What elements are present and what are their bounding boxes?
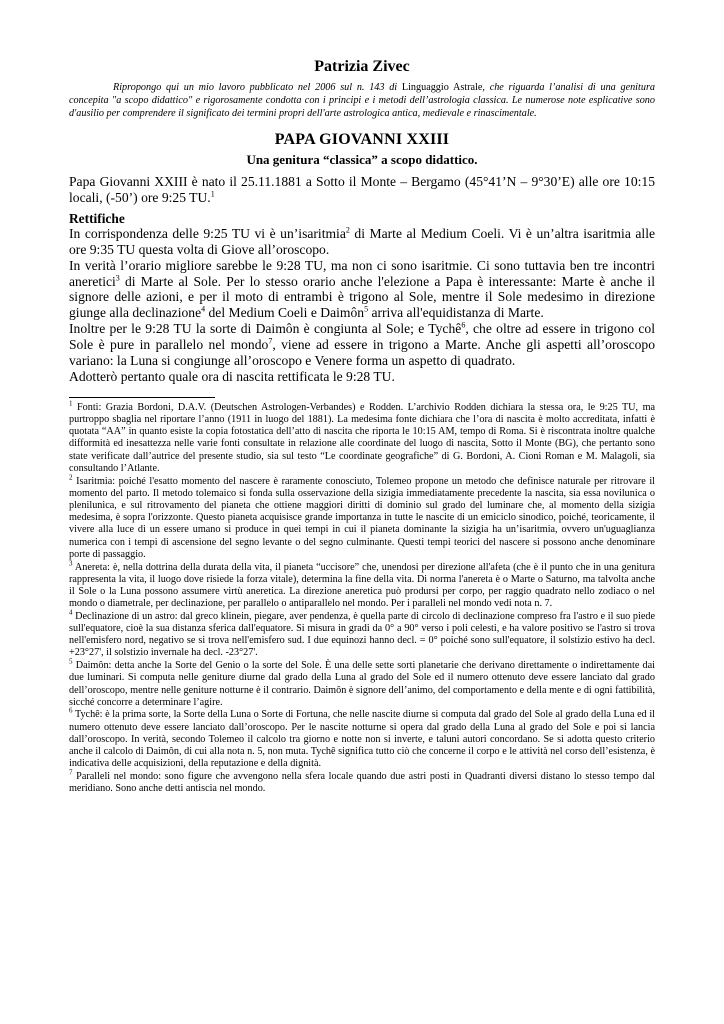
- birth-paragraph: [69, 174, 655, 206]
- footnote-number: 6: [69, 707, 73, 716]
- intro-paragraph: [69, 81, 655, 120]
- footnote-ref-5[interactable]: 5: [364, 304, 369, 314]
- rettifiche-paragraph-3: [69, 321, 655, 369]
- footnote-6: [69, 709, 655, 770]
- document-subtitle: Una genitura “classica” a scopo didattico.: [246, 152, 478, 167]
- footnote-number: 7: [69, 768, 73, 777]
- footnote-number: 5: [69, 657, 73, 666]
- footnote-text: Isaritmia: poiché l'esatto momento del nascere è raramente conosciuto, Tolemeo propone un metodo che definisce naturale per ritrovare il momento del parto. Il metodo tolemaico si fonda sulla osservazione della sizigia immediatamente precedente la nascita, sia essa novilunica o plenilunica, e sul ritrovamento del pianeta che ottiene maggiori diritti di dominio sul grado del luminare che, al momento della sizigia medesima, è sopra l'orizzonte. Questo pianeta acquisisce grande importanza in tutte le nascite di un emiciclo sinodico, poiché, teoricamente, il vivere alla luce di un essere umano si produce in quei tempi in cui il pianeta dominante la sizigia ha un’isaritmia, ovvero un'uguaglianza numerica con i tempi di ascensione del segno levante o del segno culminante. Questi tempi teorici del nascere si possono anche denominare porte di passaggio.: [69, 475, 656, 560]
- rettifiche-text: , che oltre ad essere in trigono col Sole è pure in parallelo nel mondo: [69, 321, 656, 353]
- rettifiche-paragraph-4: Adotterò pertanto quale ora di nascita rettificata le 9:28 TU.: [69, 368, 395, 384]
- birth-text: Papa Giovanni XXIII è nato il 25.11.1881 a Sotto il Monte – Bergamo (45°41’N – 9°30’E) alle ore 10:15 locali, (-50’) ore 9:25 TU.: [69, 174, 655, 205]
- rettifiche-text: di Marte al Medium Coeli. Vi è un’altra isaritmia alle ore 9:35 TU questa volta di Giove all’oroscopo.: [69, 225, 656, 257]
- document-title: PAPA GIOVANNI XXIII: [274, 131, 450, 148]
- rettifiche-paragraph-2: [69, 258, 655, 322]
- footnote-text: Daimôn: detta anche la Sorte del Genio o la sorte del Sole. È una delle sette sorti planetarie che derivano direttamente o indirettamente dai due luminari. Si computa nelle geniture diurne dal grado della Luna al grado del Sole ed il numero ottenuto deve essere lanciato dal grado dell’oroscopo, mentre nelle geniture notturne è il contrario. Daimôn è signore dell’animo, del comportamento e della mente e di ogni fattibilità, sicché concorre a determinare l’agire.: [69, 660, 656, 708]
- section-heading-rettifiche: Rettifiche: [69, 210, 125, 226]
- footnote-text: Tychê: è la prima sorte, la Sorte della Luna o Sorte di Fortuna, che nelle nascite diurne si computa dal grado del Sole al grado della Luna ed il numero ottenuto deve essere lanciato dall’oroscopo. Per le nascite notturne si opera dal grado della Luna al grado del Sole e poi si lancia dall’oroscopo. In verità, secondo Tolemeo il calcolo tra giorno e notte non si inverte, e taluni autori concordano. Se si adotta questo criterio anche il calcolo di Daimôn, di cui alla nota n. 5, non muta. Tychê significa tutto ciò che concerne il corpo e le attività nel corso dell’esistenza, è indicativa delle acquisizioni, della reputazione e della dignità.: [69, 709, 655, 770]
- rettifiche-paragraph-1: [69, 226, 655, 258]
- footnote-3: [69, 559, 655, 611]
- document-page: [69, 58, 655, 796]
- rettifiche-text: arriva all'equidistanza di Marte.: [368, 305, 544, 321]
- rettifiche-text: , viene ad essere in trigono a Marte. Anche gli aspetti all’oroscopo variano: la Luna si congiunge all’oroscopo e Venere forma un aspetto di quadrato.: [69, 337, 655, 369]
- footnote-ref-1[interactable]: 1: [210, 189, 215, 199]
- journal-name: Linguaggio Astrale: [401, 82, 483, 93]
- footnote-5: [69, 657, 656, 709]
- footnote-number: 2: [69, 473, 73, 482]
- author-name: Patrizia Zivec: [314, 58, 410, 75]
- footnote-7: [69, 768, 655, 795]
- intro-text-1: Ripropongo qui un mio lavoro pubblicato nel 2006 sul n. 143 di: [113, 82, 402, 93]
- footnote-2: [69, 473, 656, 561]
- footnote-text: Declinazione di un astro: dal greco klinein, piegare, aver pendenza, è quella parte di circolo di declinazione compreso fra l'astro e il suo piede sull'equatore, cioè la sua distanza sferica dall'equatore. Si misura in gradi da 0° a 90° verso i poli celesti, e ha valore positivo se l'astro si trova nell'emisfero nord, negativo se si trova nell'emisfero sud. I due equinozi hanno decl. = 0° poiché sono sull'equatore, il solstizio estivo ha decl. +23°27', il solstizio invernale ha decl. -23°27'.: [69, 610, 655, 659]
- footnote-ref-2[interactable]: 2: [345, 225, 350, 235]
- rettifiche-text: In verità l’orario migliore sarebbe le 9:28 TU, ma non ci sono isaritmie. Ci sono tuttavia ben tre incontri aneretici: [69, 257, 655, 289]
- rettifiche-text: del Medium Coeli e Daimôn: [205, 305, 365, 321]
- rettifiche-text: In corrispondenza delle 9:25 TU vi è un’isaritmia: [69, 225, 346, 241]
- footnote-separator: [69, 397, 215, 398]
- footnotes: [69, 399, 656, 796]
- footnote-text: Paralleli nel mondo: sono figure che avvengono nella sfera locale quando due astri posti in Quadranti diversi distano lo stesso tempo dal meridiano. Sono anche detti antiscia nel mondo.: [69, 770, 655, 795]
- footnote-1: [69, 399, 656, 475]
- footnote-4: [69, 608, 655, 660]
- footnote-number: 3: [69, 559, 73, 568]
- footnote-text: Fonti: Grazia Bordoni, D.A.V. (Deutschen Astrologen-Verbandes) e Rodden. L’archivio Rodden dichiara la stessa ora, le 9:25 TU, ma purtroppo sbaglia nel riportare l’anno (1911 in luogo del 1881). La medesima fonte dichiara che l’ora di nascita è molto accreditata, infatti è quotata “AA” in quanto esiste la copia fotostatica dell’atto di nascita che riporta le 10:15 AM, tempo di Roma. Si è riscontrata inoltre qualche difformità ed inesattezza nelle varie fonti consultate in relazione alle coordinate del luogo di nascita, Sotto il Monte (BG), che pertanto sono state verificate dall’autrice del presente studio, sia sul testo “Le coordinate geografiche” di G. Bordoni, A. Cioni Roman e M. Malagoli, sia consultando l’Atlante.: [69, 401, 656, 474]
- footnote-ref-7[interactable]: 7: [268, 336, 273, 346]
- footnote-ref-3[interactable]: 3: [115, 273, 120, 282]
- footnote-number: 4: [69, 608, 73, 617]
- intro-text-2: , che riguarda l’analisi di una genitura concepita "a scopo didattico" e rigorosamente condotta con i principi e i metodi dell’astrologia classica. Le numerose note esplicative sono d'ausilio per comprendere il significato dei termini propri dell'arte astrologica antica, medievale e rinascimentale.: [69, 82, 656, 119]
- footnote-number: 1: [69, 399, 73, 408]
- footnote-text: Anereta: è, nella dottrina della durata della vita, il pianeta “uccisore” che, unendosi per direzione all'afeta (che è il punto che in una genitura rappresenta la vita, il luogo dove risiede la forza vitale), determina la fine della vita. Di norma l'anereta è o Marte o Saturno, ma talvolta anche il Sole o la Luna possono assumere virtù aneretica. La direzione aneretica può prodursi per corpo, per raggio quadrato nello zodiaco o nel mondo o diametrale, per declinazione, per parallelo o antiparallelo nel mondo. Per i paralleli nel mondo vedi nota n. 7.: [69, 561, 655, 610]
- footnote-ref-6[interactable]: 6: [461, 320, 466, 330]
- footnote-ref-4[interactable]: 4: [201, 304, 206, 314]
- rettifiche-text: Inoltre per le 9:28 TU la sorte di Daimôn è congiunta al Sole; e Tychê: [69, 321, 462, 337]
- rettifiche-text: di Marte al Sole. Per lo stesso orario anche l'elezione a Papa è interessante: Marte è anche il signore delle azioni, e per il moto di entrambi è trigono al Sole, mentre il Sole medesimo in direzione giunge alla declinazione: [69, 273, 655, 321]
